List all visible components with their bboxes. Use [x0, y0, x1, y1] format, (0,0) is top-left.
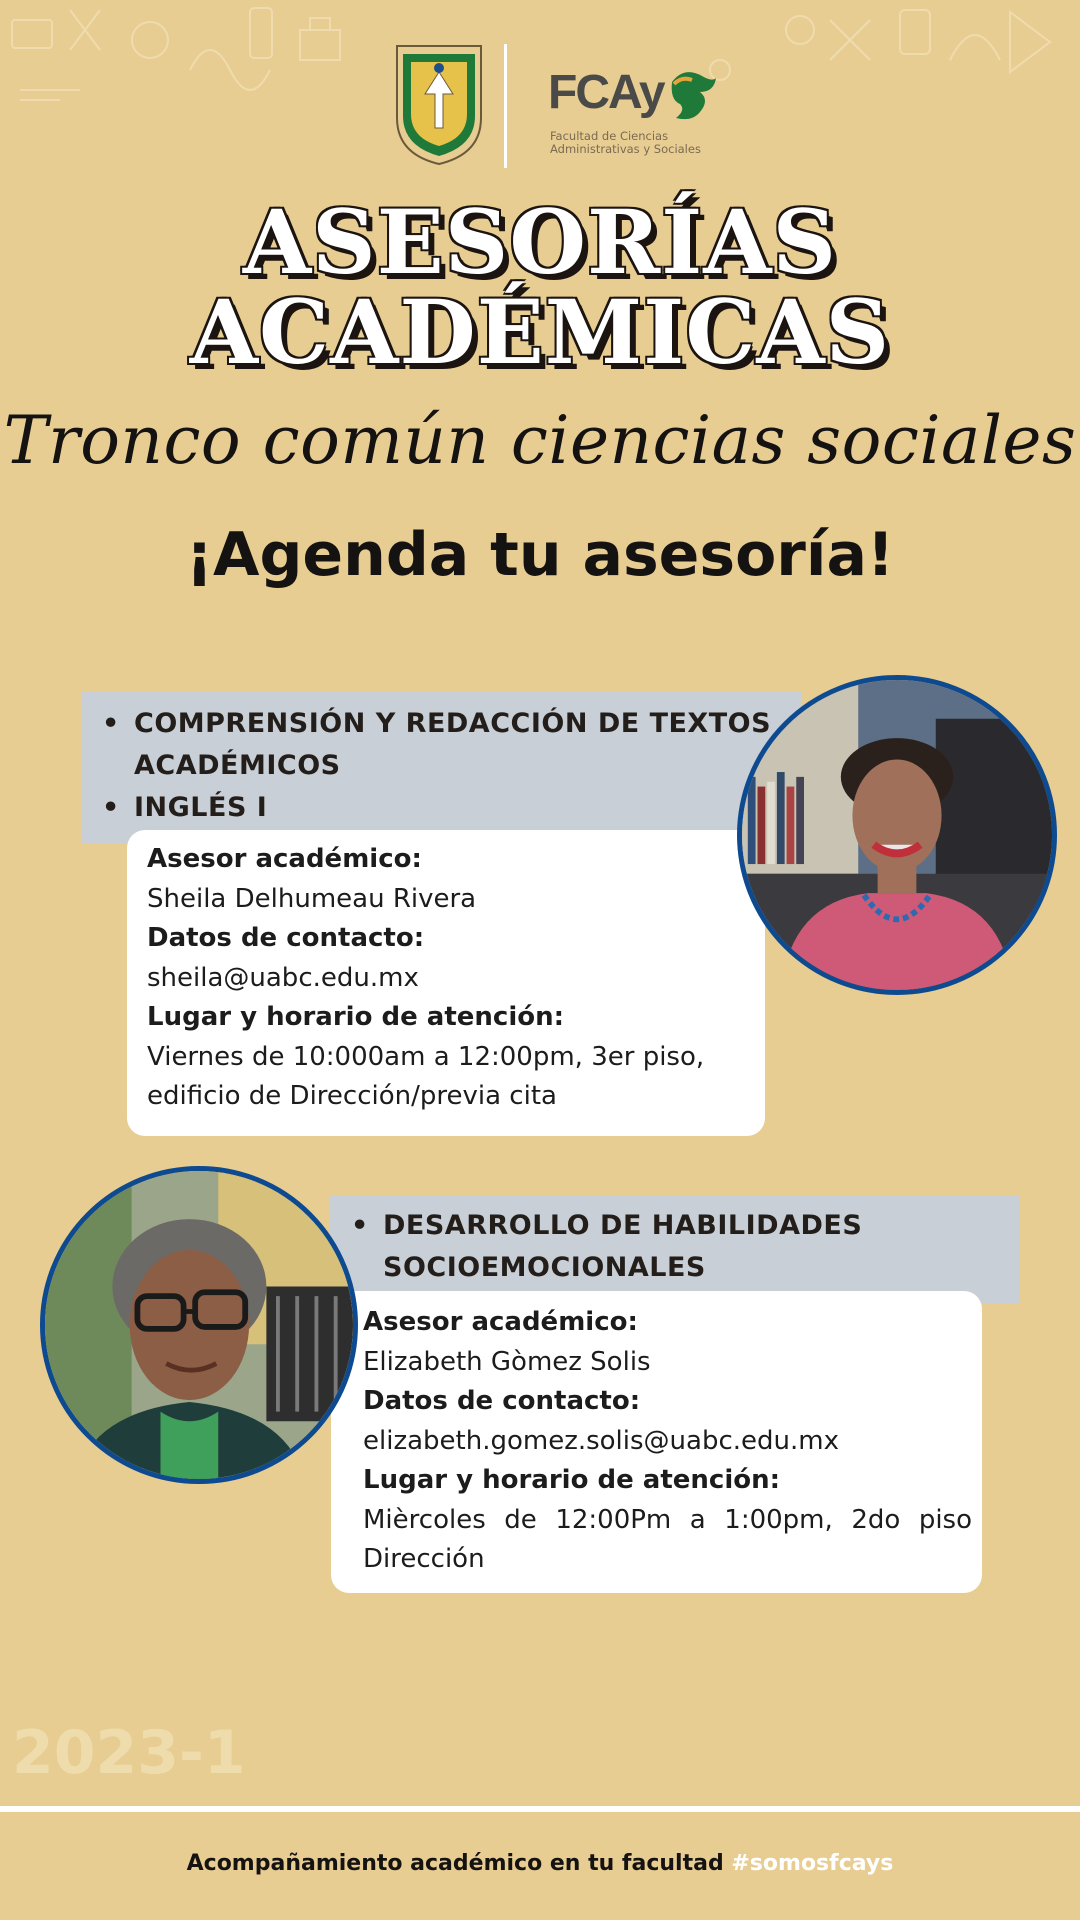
title-line-1: ASESORÍAS: [242, 190, 838, 294]
fcays-tagline: Facultad de Ciencias Administrativas y Sociales: [550, 129, 701, 156]
advisor-label: Asesor académico:: [363, 1307, 638, 1337]
portrait-illustration: [45, 1171, 353, 1479]
contact-email[interactable]: sheila@uabc.edu.mx: [147, 962, 419, 993]
schedule-label: Lugar y horario de atención:: [363, 1465, 781, 1495]
call-to-action: ¡Agenda tu asesoría!: [185, 520, 895, 590]
contact-email[interactable]: elizabeth.gomez.solis@uabc.edu.mx: [363, 1425, 839, 1456]
advisor-card: [331, 1291, 982, 1593]
title-line-2: ACADÉMICAS: [189, 280, 891, 384]
advisor-photo: [40, 1166, 358, 1484]
subject-list: [102, 703, 782, 829]
fcays-logo: [548, 62, 718, 122]
advisor-card: [127, 830, 765, 1136]
footer-tagline: Acompañamiento académico en tu facultad: [186, 1851, 724, 1876]
footer: [0, 1851, 1080, 1876]
schedule-text: Viernes de 10:000am a 12:00pm, 3er piso, edificio de Dirección/previa cita: [147, 1041, 705, 1111]
advisor-name: Elizabeth Gòmez Solis: [363, 1346, 651, 1377]
svg-text:FCAy: FCAy: [548, 66, 664, 119]
subject-item: • DESARROLLO DE HABILIDADES SOCIOEMOCIONALES: [351, 1205, 871, 1289]
contact-label: Datos de contacto:: [147, 923, 425, 953]
advisor-label: Asesor académico:: [147, 844, 422, 874]
subject-item: • COMPRENSIÓN Y REDACCIÓN DE TEXTOS ACADÉMICOS: [102, 703, 782, 787]
portrait-illustration: [742, 680, 1052, 990]
subject-item: • INGLÉS I: [102, 787, 782, 829]
advisor-name: Sheila Delhumeau Rivera: [147, 883, 477, 914]
uabc-seal-logo: [393, 42, 485, 166]
logo-divider: [504, 44, 507, 168]
footer-hashtag[interactable]: #somosfcays: [731, 1851, 894, 1876]
schedule-label: Lugar y horario de atención:: [147, 1002, 565, 1032]
period-watermark: 2023-1: [12, 1718, 246, 1788]
advisor-photo: [737, 675, 1057, 995]
header-logos: [0, 38, 1080, 173]
footer-divider: [0, 1806, 1080, 1812]
subtitle: Tronco común ciencias sociales: [3, 402, 1077, 479]
schedule-text: Mièrcoles de 12:00Pm a 1:00pm, 2do piso Dirección: [363, 1504, 972, 1574]
subject-list: [351, 1205, 871, 1289]
contact-label: Datos de contacto:: [363, 1386, 641, 1416]
